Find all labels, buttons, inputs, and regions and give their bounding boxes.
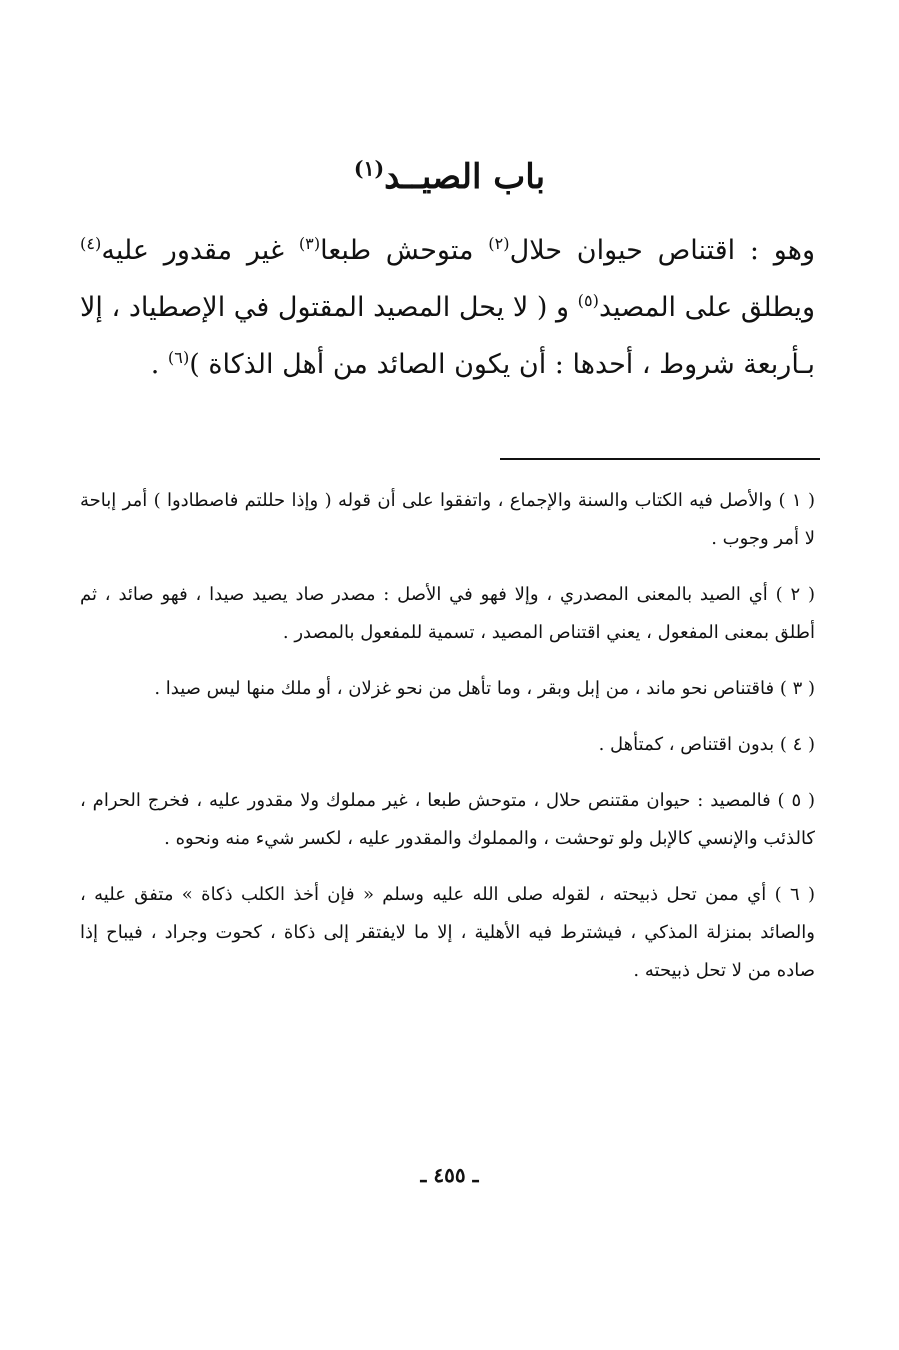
page-number: ـ ٤٥٥ ـ bbox=[420, 1163, 479, 1187]
footnote-ref: (١) bbox=[353, 156, 385, 181]
main-paragraph bbox=[80, 222, 815, 393]
footnote-1: ( ١ ) والأصل فيه الكتاب والسنة والإجماع ، واتفقوا على أن قوله ( وإذا حللتم فاصطادوا ) أمر إباحة لا أمر وجوب . bbox=[80, 490, 815, 549]
footnote-divider bbox=[500, 458, 820, 460]
main-text-segment: ويطلق على المصيد bbox=[598, 292, 815, 323]
chapter-title-text: باب الصيــد bbox=[384, 157, 546, 197]
footnote-ref: (٣) bbox=[298, 234, 321, 253]
footnote-ref: (٢) bbox=[488, 234, 510, 253]
footnote-ref: (٥) bbox=[577, 291, 599, 310]
footnote-4: ( ٤ ) بدون اقتناص ، كمتأهل . bbox=[598, 734, 815, 755]
footnote-6: ( ٦ ) أي ممن تحل ذبيحته ، لقوله صلى الله عليه وسلم « فإن أخذ الكلب ذكاة » متفق عليه ، والصائد بمنزلة المذكي ، فيشترط فيه الأهلية ، إلا ما لايفتقر إلى ذكاة ، كحوت وجراد ، فيباح إذا صاده من لا تحل ذبيحته . bbox=[80, 884, 816, 981]
footnote-ref: (٦) bbox=[167, 348, 190, 367]
footnotes-section bbox=[80, 482, 815, 1008]
footnote-5: ( ٥ ) فالمصيد : حيوان مقتنص حلال ، متوحش طبعا ، غير مملوك ولا مقدور عليه ، فخرج الحرام ، كالذئب والإنسي كالإبل ولو توحشت ، والمملوك والمقدور عليه ، لكسر شيء منه ونحوه . bbox=[80, 790, 815, 849]
chapter-title bbox=[0, 152, 899, 202]
main-text-segment: . bbox=[150, 349, 168, 380]
footnote-2: ( ٢ ) أي الصيد بالمعنى المصدري ، وإلا فهو في الأصل : مصدر صاد يصيد صيدا ، فهو صائد ، ثم أطلق بمعنى المفعول ، يعني اقتناص المصيد ، تسمية للمفعول بالمصدر . bbox=[80, 584, 816, 643]
footnote-ref: (٤) bbox=[80, 234, 102, 253]
main-text-segment: وهو : اقتناص حيوان حلال bbox=[509, 235, 815, 266]
footnote-3: ( ٣ ) فاقتناص نحو ماند ، من إبل وبقر ، وما تأهل من نحو غزلان ، أو ملك منها ليس صيدا . bbox=[154, 678, 815, 699]
main-text-segment: غير مقدور عليه bbox=[101, 235, 299, 266]
main-text-segment: و ( لا يحل المصيد المقتول في الإصطياد ، إلا بـأربعة شروط ، أحدها : أن يكون الصائد من أهل الذكاة ) bbox=[80, 292, 815, 380]
main-text-segment: متوحش طبعا bbox=[320, 235, 489, 266]
